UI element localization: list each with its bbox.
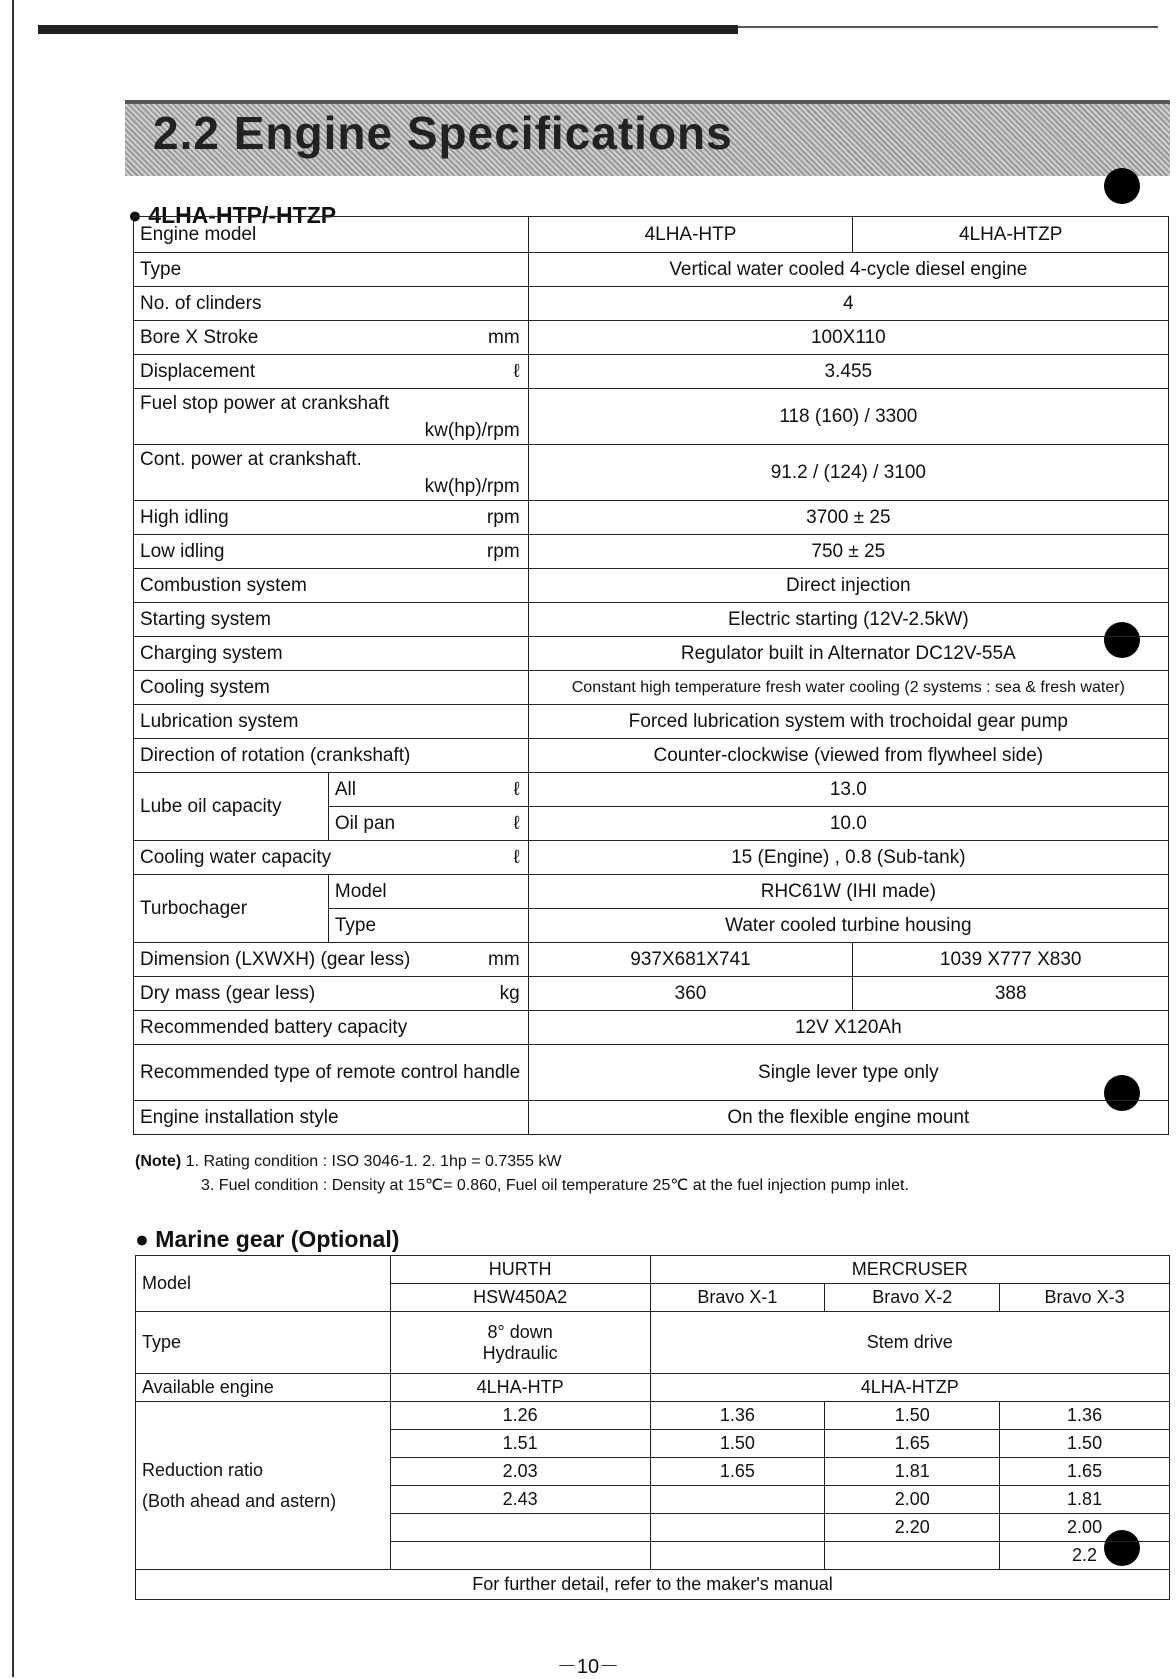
spec-label: Lube oil capacity (134, 773, 329, 841)
table-row (136, 1374, 1170, 1402)
table-row (134, 389, 1169, 445)
spec-value: Single lever type only (528, 1045, 1168, 1101)
note-line-1: 1. Rating condition : ISO 3046-1. 2. 1hp = 0.7355 kW (185, 1153, 562, 1170)
spec-value: 12V X120Ah (528, 1011, 1168, 1045)
table-row (134, 671, 1169, 705)
gear-label: Model (136, 1256, 391, 1312)
top-rule-thin (738, 26, 1158, 28)
unit-label: ℓ (513, 360, 520, 382)
page-number: －10－ (556, 1656, 620, 1678)
spec-value: Counter-clockwise (viewed from flywheel side) (528, 739, 1168, 773)
unit-label: ℓ (513, 778, 520, 800)
table-row (134, 773, 1169, 807)
table-row (134, 875, 1169, 909)
table-row (134, 637, 1169, 671)
table-row (134, 501, 1169, 535)
binder-hole-icon (1104, 168, 1140, 204)
ratio-cell (390, 1542, 650, 1570)
gear-footer: For further detail, refer to the maker's manual (136, 1570, 1170, 1600)
table-row (134, 1101, 1169, 1135)
gear-model: Bravo X-1 (650, 1284, 825, 1312)
table-row (134, 355, 1169, 389)
table-row (136, 1402, 1170, 1430)
ratio-cell: 1.65 (1000, 1458, 1170, 1486)
spec-value: 360 (528, 977, 853, 1011)
gear-model: Bravo X-2 (825, 1284, 1000, 1312)
column-header: 4LHA-HTP (528, 217, 853, 253)
spec-label: Cooling water capacity ℓ (134, 841, 529, 875)
table-row (134, 603, 1169, 637)
spec-label: Charging system (134, 637, 529, 671)
note (135, 1150, 1135, 1198)
table-row (134, 739, 1169, 773)
spec-value: 388 (853, 977, 1169, 1011)
spec-label: Recommended type of remote control handle (134, 1045, 529, 1101)
spec-value: 3.455 (528, 355, 1168, 389)
unit-label: ℓ (513, 846, 520, 868)
table-row (134, 569, 1169, 603)
spec-value: 10.0 (528, 807, 1168, 841)
ratio-cell: 1.81 (825, 1458, 1000, 1486)
spec-sublabel: Model (328, 875, 528, 909)
spec-value: 15 (Engine) , 0.8 (Sub-tank) (528, 841, 1168, 875)
ratio-cell: 1.51 (390, 1430, 650, 1458)
marine-gear-table (135, 1255, 1170, 1600)
gear-engine: 4LHA-HTP (390, 1374, 650, 1402)
note-line-2: 3. Fuel condition : Density at 15℃= 0.860, Fuel oil temperature 25℃ at the fuel injection pump inlet. (201, 1177, 909, 1194)
table-row (134, 253, 1169, 287)
table-row (134, 287, 1169, 321)
spec-value: Vertical water cooled 4-cycle diesel engine (528, 253, 1168, 287)
unit-label: kg (499, 982, 520, 1004)
ratio-cell: 1.65 (650, 1458, 825, 1486)
ratio-cell: 1.26 (390, 1402, 650, 1430)
spec-label: No. of clinders (134, 287, 529, 321)
ratio-cell: 1.81 (1000, 1486, 1170, 1514)
ratio-cell: 2.00 (825, 1486, 1000, 1514)
note-label: (Note) (135, 1153, 182, 1170)
spec-value: RHC61W (IHI made) (528, 875, 1168, 909)
ratio-cell: 1.50 (1000, 1430, 1170, 1458)
table-row (134, 1011, 1169, 1045)
unit-label: mm (488, 326, 520, 348)
unit-label: rpm (486, 540, 520, 562)
engine-heading: ● 4LHA-HTP/-HTZP (128, 202, 337, 228)
spec-label: Low idling rpm (134, 535, 529, 569)
gear-label: Reduction ratio (Both ahead and astern) (136, 1402, 391, 1570)
ratio-cell (650, 1486, 825, 1514)
spec-label: Fuel stop power at crankshaft kw(hp)/rpm (134, 389, 529, 445)
spec-label: Recommended battery capacity (134, 1011, 529, 1045)
ratio-cell: 1.50 (825, 1402, 1000, 1430)
spec-value: 750 ± 25 (528, 535, 1168, 569)
ratio-cell (825, 1542, 1000, 1570)
spec-label: Lubrication system (134, 705, 529, 739)
unit-label: kw(hp)/rpm (424, 476, 520, 497)
spec-label: Displacement ℓ (134, 355, 529, 389)
ratio-cell (650, 1514, 825, 1542)
spec-value: Water cooled turbine housing (528, 909, 1168, 943)
spec-label: Turbochager (134, 875, 329, 943)
spec-label: Cooling system (134, 671, 529, 705)
gear-engine: 4LHA-HTZP (650, 1374, 1169, 1402)
spec-value: Constant high temperature fresh water cooling (2 systems : sea & fresh water) (528, 671, 1168, 705)
gear-label: Available engine (136, 1374, 391, 1402)
spec-label: Cont. power at crankshaft. kw(hp)/rpm (134, 445, 529, 501)
spec-label: Bore X Stroke mm (134, 321, 529, 355)
left-margin-rule (12, 0, 14, 1677)
gear-brand: MERCRUSER (650, 1256, 1169, 1284)
engine-spec-table (133, 216, 1169, 1135)
ratio-cell (650, 1542, 825, 1570)
spec-sublabel: All ℓ (328, 773, 528, 807)
spec-value: Forced lubrication system with trochoidal gear pump (528, 705, 1168, 739)
spec-label: Direction of rotation (crankshaft) (134, 739, 529, 773)
ratio-cell: 2.2 (1000, 1542, 1170, 1570)
ratio-cell: 2.03 (390, 1458, 650, 1486)
table-row (134, 321, 1169, 355)
spec-sublabel: Type (328, 909, 528, 943)
table-row (134, 977, 1169, 1011)
table-row (134, 1045, 1169, 1101)
gear-model: HSW450A2 (390, 1284, 650, 1312)
ratio-cell: 2.20 (825, 1514, 1000, 1542)
ratio-cell: 1.50 (650, 1430, 825, 1458)
section-title: 2.2 Engine Specifications (153, 107, 733, 159)
spec-label: Dimension (LXWXH) (gear less) mm (134, 943, 529, 977)
ratio-cell: 1.36 (1000, 1402, 1170, 1430)
table-row (134, 705, 1169, 739)
gear-model: Bravo X-3 (1000, 1284, 1170, 1312)
spec-value: 937X681X741 (528, 943, 853, 977)
table-row (136, 1312, 1170, 1374)
top-rule (38, 25, 738, 34)
spec-label: Type (134, 253, 529, 287)
ratio-cell: 2.00 (1000, 1514, 1170, 1542)
column-header: 4LHA-HTZP (853, 217, 1169, 253)
gear-heading: ● Marine gear (Optional) (135, 1226, 400, 1252)
table-row (134, 943, 1169, 977)
ratio-cell: 1.36 (650, 1402, 825, 1430)
unit-label: rpm (486, 506, 520, 528)
ratio-cell (390, 1514, 650, 1542)
spec-value: Electric starting (12V-2.5kW) (528, 603, 1168, 637)
gear-brand: HURTH (390, 1256, 650, 1284)
spec-label: High idling rpm (134, 501, 529, 535)
table-row (134, 217, 1169, 253)
spec-value: 13.0 (528, 773, 1168, 807)
spec-value: 100X110 (528, 321, 1168, 355)
spec-label: Dry mass (gear less) kg (134, 977, 529, 1011)
unit-label: mm (488, 948, 520, 970)
spec-value: 118 (160) / 3300 (528, 389, 1168, 445)
table-row (134, 841, 1169, 875)
gear-label: Type (136, 1312, 391, 1374)
spec-value: 1039 X777 X830 (853, 943, 1169, 977)
spec-value: Direct injection (528, 569, 1168, 603)
spec-value: On the flexible engine mount (528, 1101, 1168, 1135)
spec-sublabel: Oil pan ℓ (328, 807, 528, 841)
table-row (136, 1570, 1170, 1600)
spec-value: 4 (528, 287, 1168, 321)
spec-value: Regulator built in Alternator DC12V-55A (528, 637, 1168, 671)
gear-type: Stem drive (650, 1312, 1169, 1374)
table-row (136, 1256, 1170, 1284)
spec-label: Combustion system (134, 569, 529, 603)
spec-value: 91.2 / (124) / 3100 (528, 445, 1168, 501)
spec-label: Engine installation style (134, 1101, 529, 1135)
spec-label: Engine model (134, 217, 529, 253)
unit-label: ℓ (513, 812, 520, 834)
unit-label: kw(hp)/rpm (424, 420, 520, 441)
table-row (134, 445, 1169, 501)
spec-value: 3700 ± 25 (528, 501, 1168, 535)
spec-label: Starting system (134, 603, 529, 637)
table-row (134, 535, 1169, 569)
gear-type: 8° down Hydraulic (390, 1312, 650, 1374)
ratio-cell: 2.43 (390, 1486, 650, 1514)
ratio-cell: 1.65 (825, 1430, 1000, 1458)
